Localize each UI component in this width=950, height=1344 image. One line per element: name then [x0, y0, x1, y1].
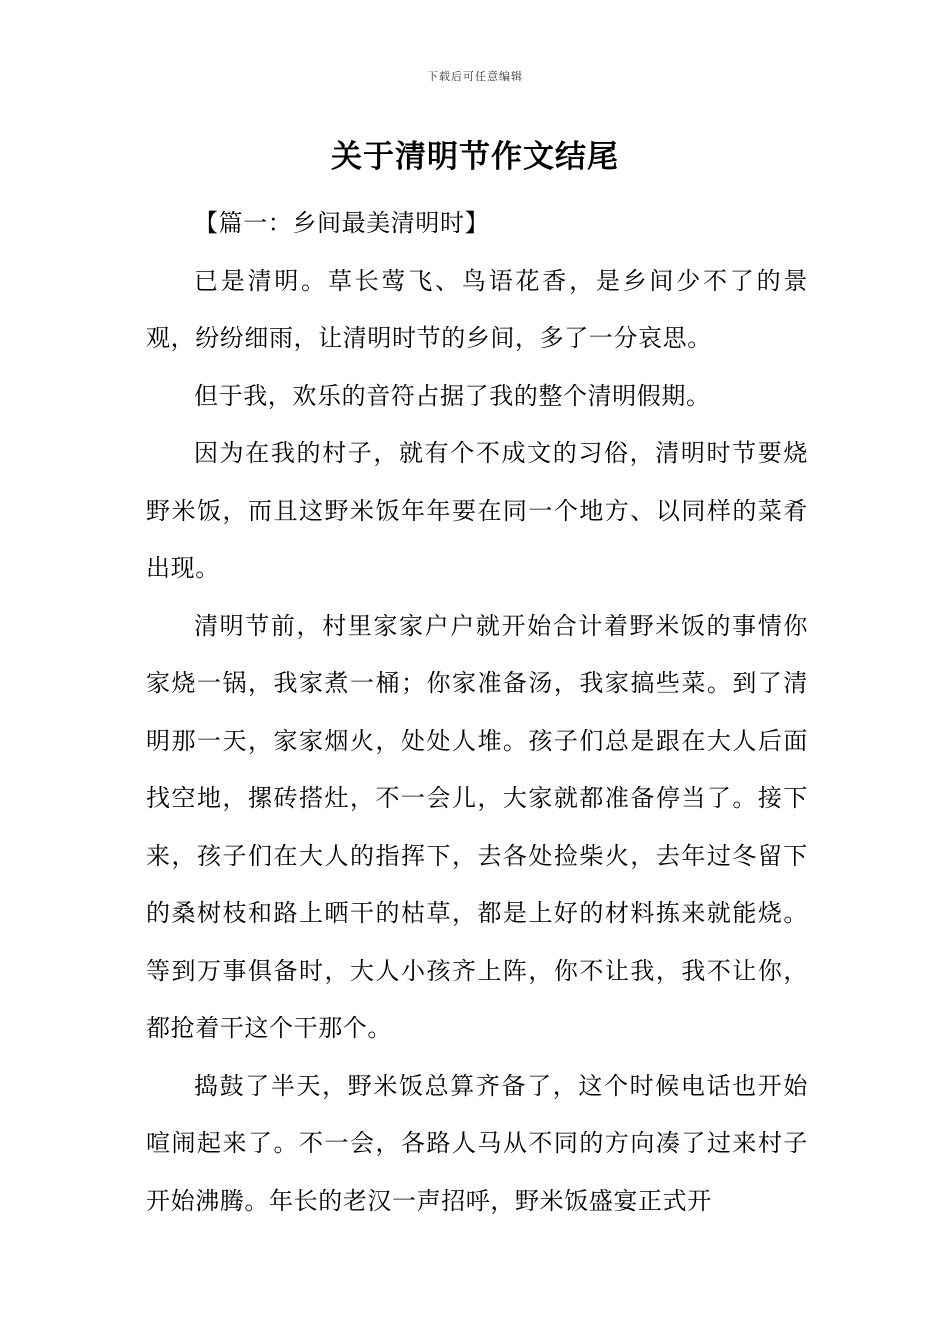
- paragraph: 但于我，欢乐的音符占据了我的整个清明假期。: [194, 381, 711, 410]
- paragraph: 清明节前，村里家家户户就开始合计着野米饭的事情你家烧一锅，我家煮一桶；你家准备汤，我家搞些菜。到了清明那一天，家家烟火，处处人堆。孩子们总是跟在大人后面找空地，摞砖搭灶，不一会儿，大家就都准备停当了。接下来，孩子们在大人的指挥下，去各处捡柴火，去年过冬留下的桑树枝和路上晒干的枯草，都是上好的材料拣来就能烧。等到万事俱备时，大人小孩齐上阵，你不让我，我不让你，都抢着干这个干那个。: [146, 611, 808, 1042]
- paragraph: 捣鼓了半天，野米饭总算齐备了，这个时候电话也开始喧闹起来了。不一会，各路人马从不同的方向凑了过来村子开始沸腾。年长的老汉一声招呼，野米饭盛宴正式开: [146, 1071, 808, 1215]
- section-heading: 【篇一：乡间最美清明时】: [194, 209, 490, 237]
- paragraph: 已是清明。草长莺飞、鸟语花香，是乡间少不了的景观，纷纷细雨，让清明时节的乡间，多了一分哀思。: [146, 266, 808, 352]
- document-title: 关于清明节作文结尾: [331, 139, 619, 175]
- header-note: 下载后可任意编辑: [427, 70, 523, 83]
- paragraph: 因为在我的村子，就有个不成文的习俗，清明时节要烧野米饭，而且这野米饭年年要在同一个地方、以同样的菜肴出现。: [146, 439, 808, 582]
- document-body: [146, 195, 808, 1230]
